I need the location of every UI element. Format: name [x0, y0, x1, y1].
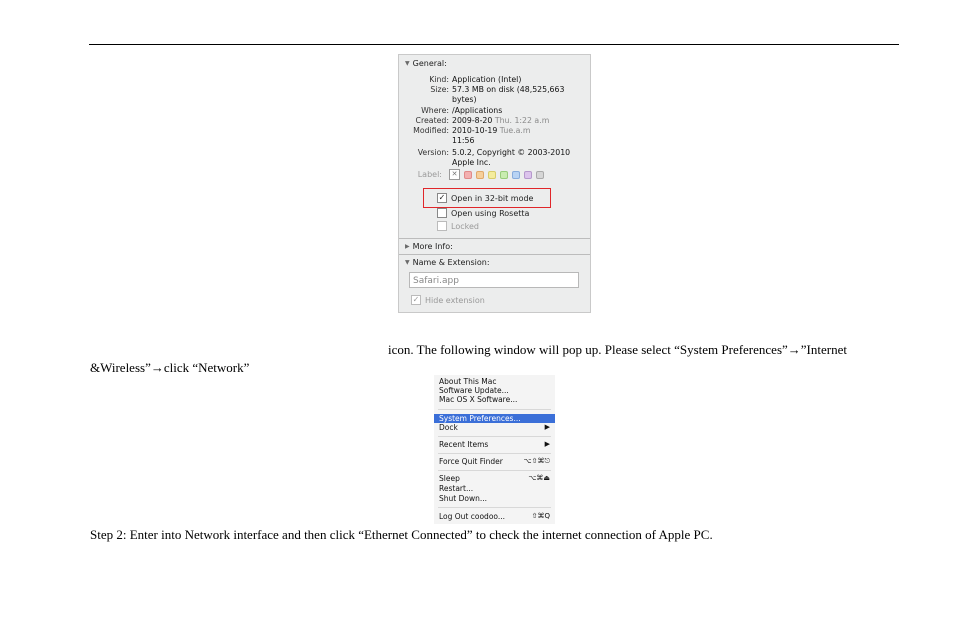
header-rule: [89, 44, 899, 45]
menu-item-log-out[interactable]: Log Out coodoo... ⇧⌘Q: [439, 512, 550, 521]
menu-item-sleep[interactable]: Sleep ⌥⌘⏏: [439, 474, 550, 483]
apple-menu: [434, 375, 555, 524]
label-green-swatch[interactable]: [500, 171, 508, 179]
menu-item-restart[interactable]: Restart...: [439, 484, 474, 493]
info-row-version: Version: 5.0.2, Copyright © 2003-2010: [417, 148, 571, 157]
menu-item-force-quit[interactable]: Force Quit Finder ⌥⇧⌘⎋: [439, 457, 550, 466]
label-color-row: [405, 169, 544, 180]
info-row-kind: Kind: Application (Intel): [429, 75, 522, 84]
checkmark-icon[interactable]: ✓: [412, 295, 420, 304]
menu-item-about[interactable]: About This Mac: [439, 377, 497, 386]
instruction-line-1: icon. The following window will pop up. Please select “System Preferences”→”Internet: [388, 342, 847, 357]
info-row-where: Where: /Applications: [421, 106, 503, 115]
label-orange-swatch[interactable]: [476, 171, 484, 179]
shortcut-label: ⇧⌘Q: [531, 512, 550, 520]
info-row-modified: Modified: 2010-10-19 Tue.a.m: [413, 126, 531, 135]
locked-checkbox[interactable]: Locked: [437, 221, 479, 231]
get-info-panel: [398, 54, 591, 313]
info-row-version-cont: Apple Inc.: [452, 158, 491, 167]
modified-date: 2010-10-19: [452, 126, 498, 135]
checkbox-empty-icon[interactable]: [437, 221, 447, 231]
label-gray-swatch[interactable]: [536, 171, 544, 179]
info-row-created: Created: 2009-8-20 Thu. 1:22 a.m: [415, 116, 550, 125]
open-32bit-checkbox[interactable]: ✓ Open in 32-bit mode: [438, 193, 534, 203]
checkbox-empty-icon[interactable]: [437, 208, 447, 218]
info-row-size-cont: bytes): [452, 95, 477, 104]
disclosure-open-icon[interactable]: ▼: [405, 259, 410, 266]
menu-item-recent-items[interactable]: Recent Items ▶: [439, 440, 550, 449]
menu-separator: [438, 409, 551, 410]
created-time: Thu. 1:22 a.m: [494, 116, 550, 125]
shortcut-label: ⌥⌘⏏: [528, 474, 550, 482]
general-section-header[interactable]: ▼ General:: [405, 59, 447, 68]
name-extension-section-header[interactable]: ▼ Name & Extension:: [405, 258, 490, 267]
rosetta-checkbox[interactable]: Open using Rosetta: [437, 208, 529, 218]
checkmark-icon[interactable]: ✓: [438, 193, 446, 202]
divider: [399, 238, 590, 239]
label-text: Label:: [417, 170, 442, 179]
label-purple-swatch[interactable]: [524, 171, 532, 179]
submenu-arrow-icon: ▶: [544, 423, 550, 431]
shortcut-label: ⌥⇧⌘⎋: [523, 457, 550, 465]
menu-separator: [438, 453, 551, 454]
created-date: 2009-8-20: [452, 116, 493, 125]
menu-item-shut-down[interactable]: Shut Down...: [439, 494, 487, 503]
menu-item-system-preferences[interactable]: System Preferences...: [434, 414, 555, 423]
submenu-arrow-icon: ▶: [544, 440, 550, 448]
menu-separator: [438, 436, 551, 437]
divider: [399, 254, 590, 255]
name-field[interactable]: Safari.app: [409, 272, 579, 288]
disclosure-closed-icon[interactable]: ▶: [405, 243, 410, 250]
info-row-modified-cont: 11:56: [452, 136, 475, 145]
label-blue-swatch[interactable]: [512, 171, 520, 179]
hide-extension-checkbox[interactable]: ✓ Hide extension: [412, 295, 485, 305]
step-2-text: Step 2: Enter into Network interface and then click “Ethernet Connected” to check the internet connection of Apple PC.: [90, 527, 713, 542]
instruction-line-2: &Wireless”→click “Network”: [90, 360, 250, 375]
menu-separator: [438, 470, 551, 471]
menu-item-dock[interactable]: Dock ▶: [439, 423, 550, 432]
label-yellow-swatch[interactable]: [488, 171, 496, 179]
menu-item-software-update[interactable]: Software Update...: [439, 386, 509, 395]
menu-separator: [438, 507, 551, 508]
modified-day: Tue.a.m: [499, 126, 531, 135]
label-red-swatch[interactable]: [464, 171, 472, 179]
no-label-icon[interactable]: ✕: [449, 169, 460, 180]
info-row-size: Size: 57.3 MB on disk (48,525,663: [430, 85, 565, 94]
disclosure-open-icon[interactable]: ▼: [405, 60, 410, 67]
more-info-section-header[interactable]: ▶ More Info:: [405, 242, 453, 251]
menu-item-mac-os-x-software[interactable]: Mac OS X Software...: [439, 395, 518, 404]
